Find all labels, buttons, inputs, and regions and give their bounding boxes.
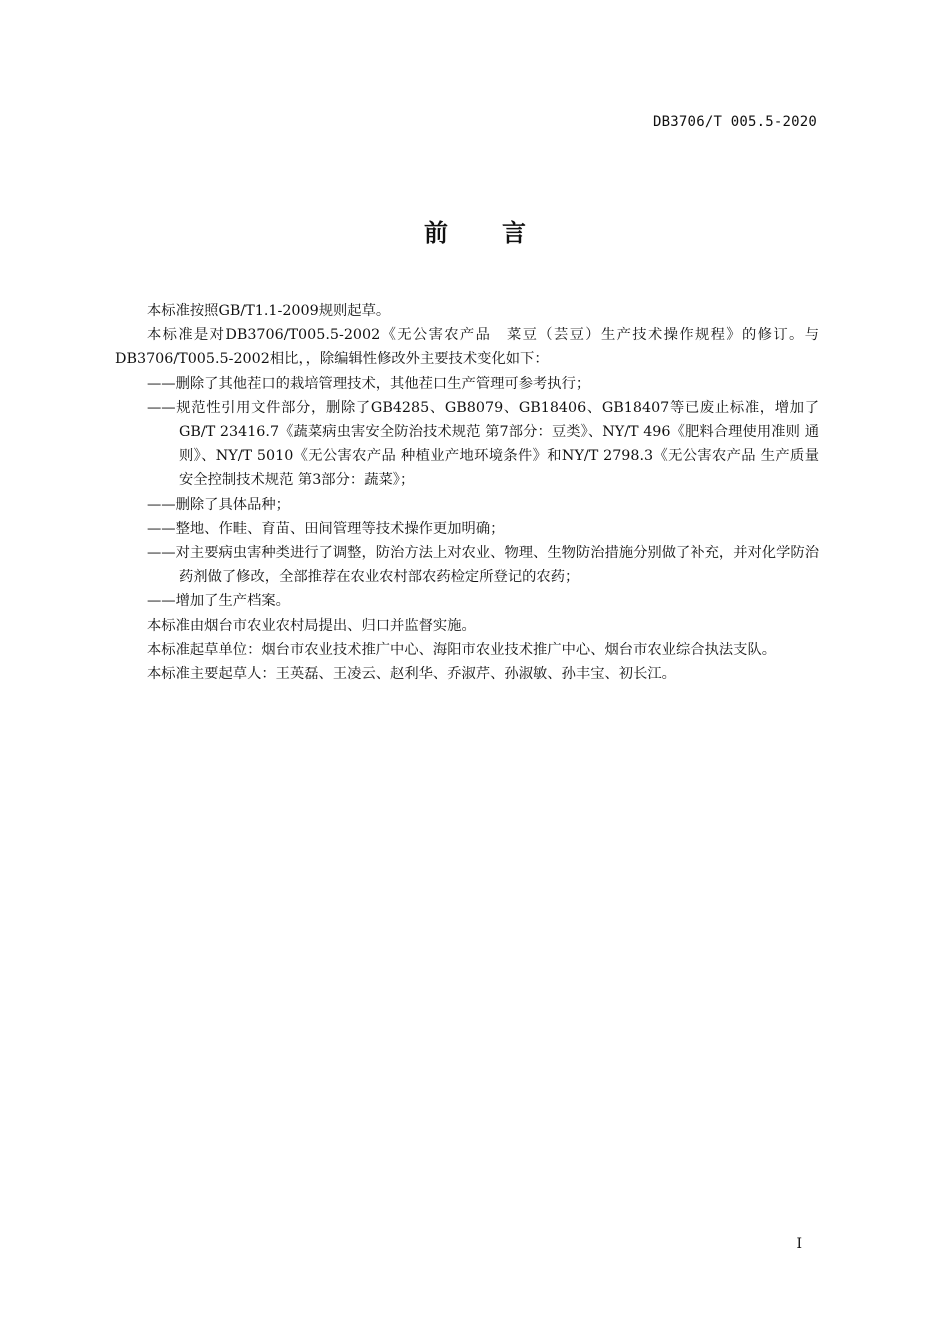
page-title	[0, 213, 950, 248]
change-item: ——增加了生产档案。	[147, 593, 290, 610]
title-char-1: 前	[424, 219, 448, 247]
change-item: ——删除了具体品种；	[147, 496, 290, 513]
paragraph-drafters: 本标准主要起草人：王英磊、王凌云、赵利华、乔淑芹、孙淑敏、孙丰宝、初长江。	[147, 666, 676, 683]
paragraph-drafting-units: 本标准起草单位：烟台市农业技术推广中心、海阳市农业技术推广中心、烟台市农业综合执法支队。	[147, 641, 777, 658]
change-item: ——规范性引用文件部分，删除了GB4285、GB8079、GB18406、GB18407等已废止标准，增加了GB/T 23416.7《蔬菜病虫害安全防治技术规范 第7部分：豆类》、NY/T 496《肥料合理使用准则 通则》、NY/T 5010《无公害农产品 种植业产地环境条件》和NY/T 2798.3《无公害农产品 生产质量安全控制技术规范 第3部分：蔬菜》；	[147, 399, 819, 489]
title-char-2: 言	[502, 219, 526, 247]
change-item: ——删除了其他茬口的栽培管理技术，其他茬口生产管理可参考执行；	[147, 375, 591, 392]
document-code: DB3706/T 005.5-2020	[653, 114, 817, 130]
change-item: ——整地、作畦、育苗、田间管理等技术操作更加明确；	[147, 520, 505, 537]
change-item: ——对主要病虫害种类进行了调整，防治方法上对农业、物理、生物防治措施分别做了补充，并对化学防治药剂做了修改，全部推荐在农业农村部农药检定所登记的农药；	[147, 545, 819, 586]
page-number: I	[796, 1236, 802, 1252]
foreword-body	[115, 299, 819, 686]
paragraph-drafting-rules: 本标准按照GB/T1.1-2009规则起草。	[147, 303, 391, 319]
paragraph-proposer: 本标准由烟台市农业农村局提出、归口并监督实施。	[147, 617, 476, 634]
paragraph-revision-summary: 本标准是对DB3706/T005.5-2002《无公害农产品 菜豆（芸豆）生产技术操作规程》的修订。与DB3706/T005.5-2002相比，，除编辑性修改外主要技术变化如下：	[115, 327, 819, 368]
